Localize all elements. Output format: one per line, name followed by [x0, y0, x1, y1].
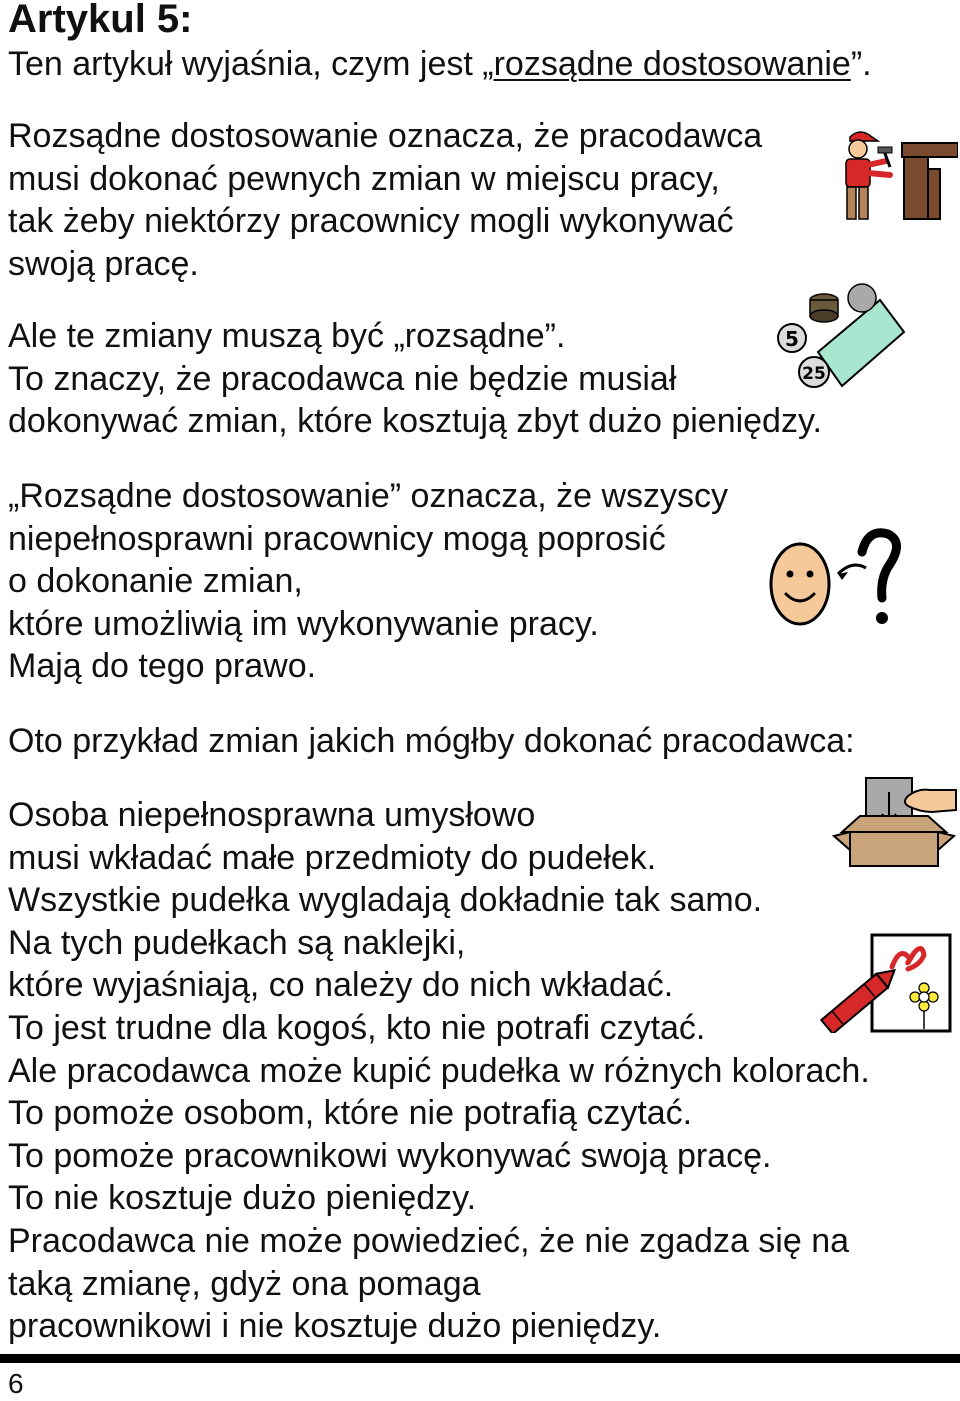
text-line: niepełnosprawni pracownicy mogą poprosić	[8, 519, 666, 558]
paragraph-2	[8, 315, 822, 443]
article-intro	[8, 43, 872, 86]
intro-text-after: ”.	[850, 45, 872, 83]
text-line: pracownikowi i nie kosztuje dużo pieniędzy.	[8, 1307, 662, 1346]
text-line: To jest trudne dla kogoś, kto nie potrafi czytać.	[8, 1008, 706, 1047]
footer-rule	[0, 1354, 960, 1363]
article-title: Artykul 5:	[8, 0, 193, 41]
svg-text:25: 25	[802, 364, 826, 384]
text-line: Na tych pudełkach są naklejki,	[8, 923, 466, 962]
face-question-icon	[768, 522, 904, 632]
paragraph-3	[8, 475, 728, 688]
crayon-flower-icon	[814, 933, 952, 1033]
text-line: To znaczy, że pracodawca nie będzie musiał	[8, 359, 677, 398]
text-line: Ale pracodawca może kupić pudełka w różnych kolorach.	[8, 1051, 870, 1090]
page-number: 6	[8, 1368, 24, 1399]
text-line: To pomoże osobom, które nie potrafią czytać.	[8, 1094, 693, 1133]
money-icon	[776, 282, 908, 394]
box-icon	[832, 776, 958, 868]
svg-text:5: 5	[785, 327, 799, 351]
worker-with-hammer-icon	[838, 125, 958, 225]
paragraph-5	[8, 794, 870, 1348]
paragraph-1	[8, 115, 762, 285]
text-line: Pracodawca nie może powiedzieć, że nie zgadza się na	[8, 1221, 850, 1260]
text-line: o dokonanie zmian,	[8, 562, 303, 601]
text-line: Rozsądne dostosowanie oznacza, że pracodawca	[8, 117, 763, 155]
text-line: To pomoże pracownikowi wykonywać swoją pracę.	[8, 1136, 772, 1175]
text-line: które wyjaśniają, co należy do nich wkładać.	[8, 966, 674, 1005]
paragraph-4	[8, 720, 855, 763]
text-line: tak żeby niektórzy pracownicy mogli wykonywać	[8, 202, 734, 241]
text-line: musi wkładać małe przedmioty do pudełek.	[8, 838, 657, 877]
text-line: Oto przykład zmian jakich mógłby dokonać pracodawca:	[8, 722, 855, 760]
text-line: Wszystkie pudełka wygladają dokładnie tak samo.	[8, 881, 763, 920]
text-line: swoją pracę.	[8, 244, 199, 283]
intro-text-before: Ten artykuł wyjaśnia, czym jest „	[8, 45, 494, 83]
text-line: Mają do tego prawo.	[8, 647, 317, 686]
text-line: taką zmianę, gdyż ona pomaga	[8, 1264, 481, 1303]
text-line: To nie kosztuje dużo pieniędzy.	[8, 1179, 477, 1218]
intro-term-link[interactable]: rozsądne dostosowanie	[493, 45, 851, 83]
text-line: Ale te zmiany muszą być „rozsądne”.	[8, 317, 566, 355]
text-line: które umożliwią im wykonywanie pracy.	[8, 604, 599, 643]
text-line: dokonywać zmian, które kosztują zbyt dużo pieniędzy.	[8, 402, 822, 441]
text-line: „Rozsądne dostosowanie” oznacza, że wszyscy	[8, 477, 728, 515]
text-line: musi dokonać pewnych zmian w miejscu pracy,	[8, 159, 720, 198]
text-line: Osoba niepełnosprawna umysłowo	[8, 796, 536, 834]
